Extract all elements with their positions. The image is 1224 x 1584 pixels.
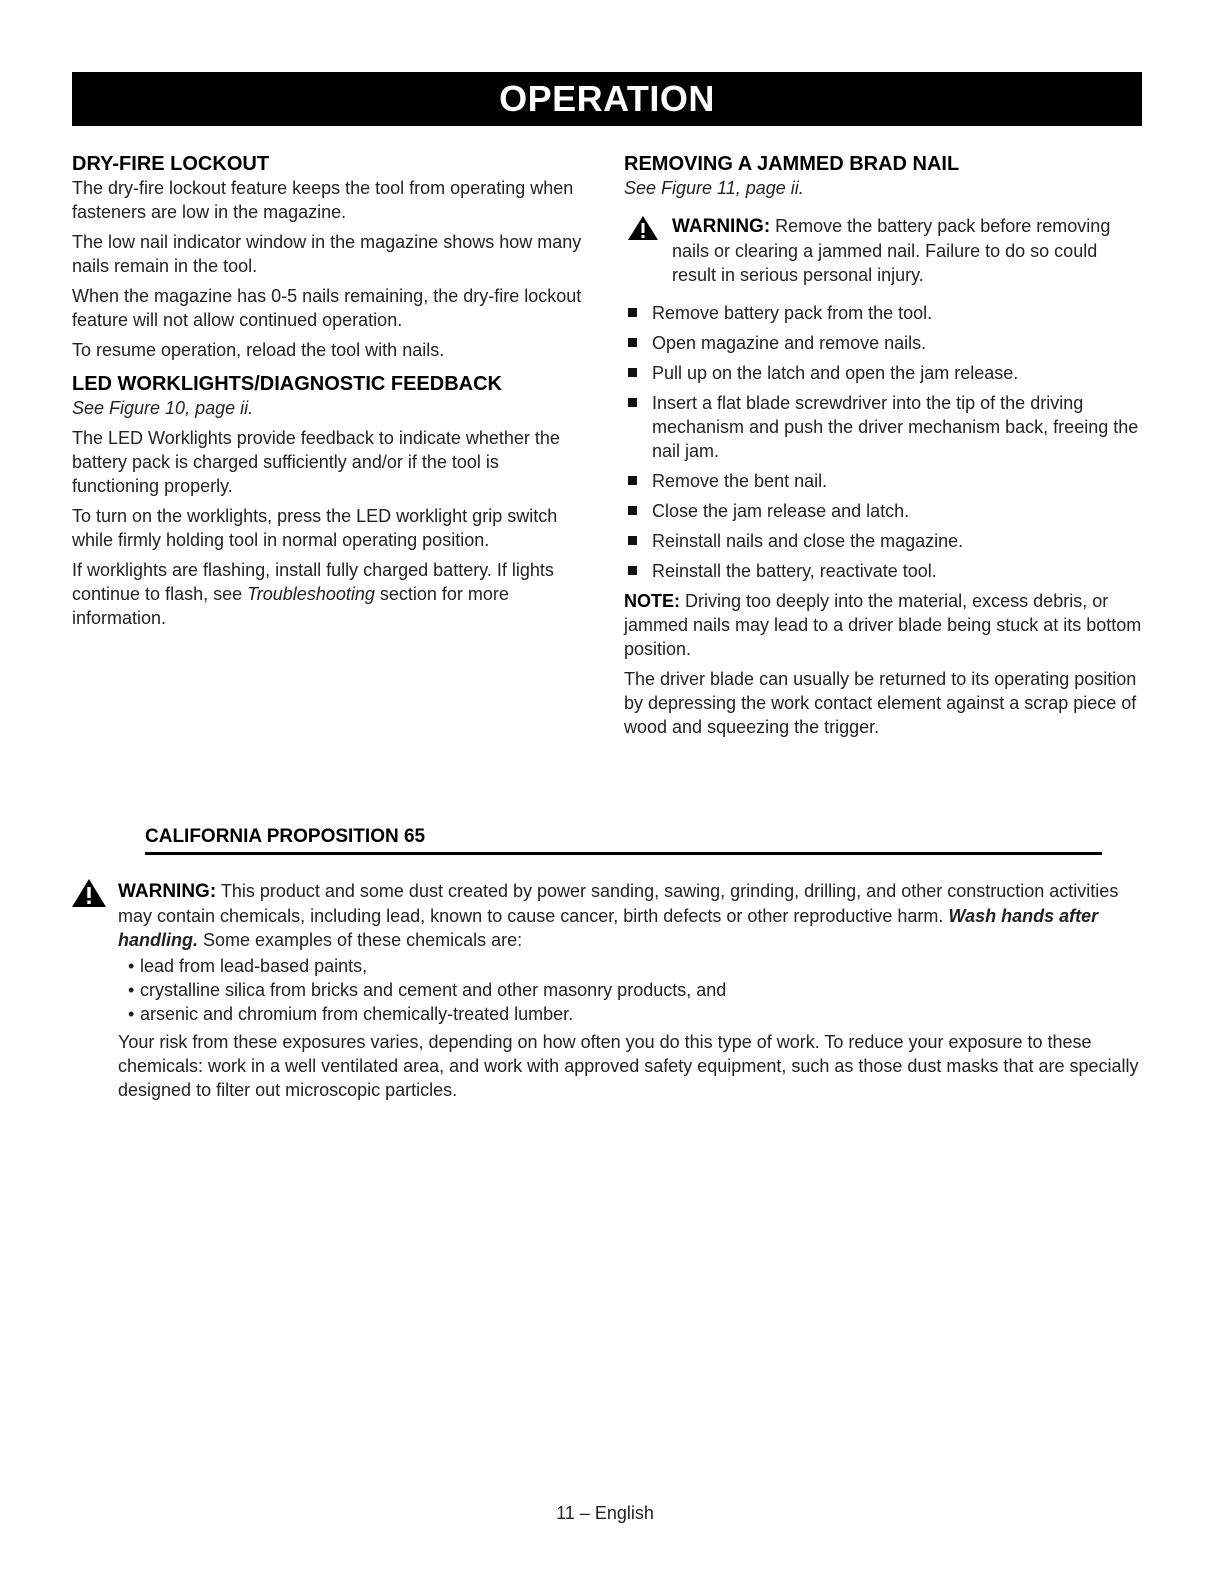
paragraph: The low nail indicator window in the magazine shows how many nails remain in the tool.	[72, 232, 582, 276]
figure-reference: See Figure 10, page ii.	[72, 398, 254, 418]
warning-text: Remove the battery pack before removing nails or clearing a jammed nail. Failure to do so could result in serious personal injury.	[672, 216, 1111, 285]
dry-fire-heading: DRY-FIRE LOCKOUT	[72, 153, 270, 175]
emphasis: Wash hands after handling.	[118, 906, 1099, 950]
chemicals-list	[128, 954, 1142, 1026]
text: section for more information.	[72, 584, 509, 628]
note	[624, 589, 1144, 661]
list-item: Pull up on the latch and open the jam release.	[624, 361, 1144, 385]
paragraph: The LED Worklights provide feedback to indicate whether the battery pack is charged sufficiently and/or if the tool is functioning properly.	[72, 428, 560, 496]
list-item: Remove the bent nail.	[624, 469, 1144, 493]
text: Some examples of these chemicals are:	[198, 930, 523, 950]
paragraph: To resume operation, reload the tool with nails.	[72, 340, 445, 360]
list-item: Close the jam release and latch.	[624, 499, 1144, 523]
prop65-heading: CALIFORNIA PROPOSITION 65	[145, 826, 1102, 855]
warning-label: WARNING:	[672, 216, 771, 237]
section-header: OPERATION	[72, 72, 1142, 126]
paragraph: When the magazine has 0-5 nails remaining, the dry-fire lockout feature will not allow continued operation.	[72, 286, 582, 330]
list-item: Reinstall the battery, reactivate tool.	[624, 559, 1144, 583]
warning-label: WARNING:	[118, 881, 217, 902]
prop65-warning-text	[118, 879, 1142, 952]
list-item: Remove battery pack from the tool.	[624, 301, 1144, 325]
list-item: • crystalline silica from bricks and cement and other masonry products, and	[128, 978, 1142, 1002]
list-item: • arsenic and chromium from chemically-treated lumber.	[128, 1002, 1142, 1026]
warning-block	[624, 214, 1144, 287]
paragraph: Your risk from these exposures varies, depending on how often you do this type of work. To reduce your exposure to these chemicals: work in a well ventilated area, and work with approved safety equipment, such as those dust masks that are specially designed to filter out microscopic particles.	[118, 1032, 1139, 1100]
left-column	[72, 152, 590, 636]
text: This product and some dust created by power sanding, sawing, grinding, drilling, and other construction activities may contain chemicals, including lead, known to cause cancer, birth defects or other reproductive harm.	[118, 881, 1119, 926]
paragraph	[72, 558, 590, 630]
right-column	[624, 152, 1144, 745]
list-item: Insert a flat blade screwdriver into the tip of the driving mechanism and push the driver mechanism back, freeing the nail jam.	[624, 391, 1144, 463]
paragraph: To turn on the worklights, press the LED worklight grip switch while firmly holding tool in normal operating position.	[72, 506, 558, 550]
troubleshooting-reference: Troubleshooting	[247, 584, 375, 604]
warning-icon	[628, 216, 658, 240]
list-item: • lead from lead-based paints,	[128, 954, 1142, 978]
jammed-nail-heading: REMOVING A JAMMED BRAD NAIL	[624, 153, 960, 175]
note-label: NOTE:	[624, 591, 680, 611]
paragraph: The dry-fire lockout feature keeps the tool from operating when fasteners are low in the magazine.	[72, 178, 574, 222]
warning-icon	[72, 879, 106, 907]
paragraph: The driver blade can usually be returned to its operating position by depressing the work contact element against a scrap piece of wood and squeezing the trigger.	[624, 669, 1137, 737]
steps-list	[624, 301, 1144, 583]
figure-reference: See Figure 11, page ii.	[624, 178, 804, 198]
prop65-section	[72, 826, 1142, 1108]
text: If worklights are flashing, install fully charged battery. If lights continue to flash, see	[72, 560, 554, 604]
list-item: Open magazine and remove nails.	[624, 331, 1144, 355]
prop65-warning	[72, 879, 1142, 1102]
page-number: 11 – English	[556, 1503, 654, 1523]
led-heading: LED WORKLIGHTS/DIAGNOSTIC FEEDBACK	[72, 373, 502, 395]
note-text: Driving too deeply into the material, excess debris, or jammed nails may lead to a driver blade being stuck at its bottom position.	[624, 591, 1142, 659]
list-item: Reinstall nails and close the magazine.	[624, 529, 1144, 553]
